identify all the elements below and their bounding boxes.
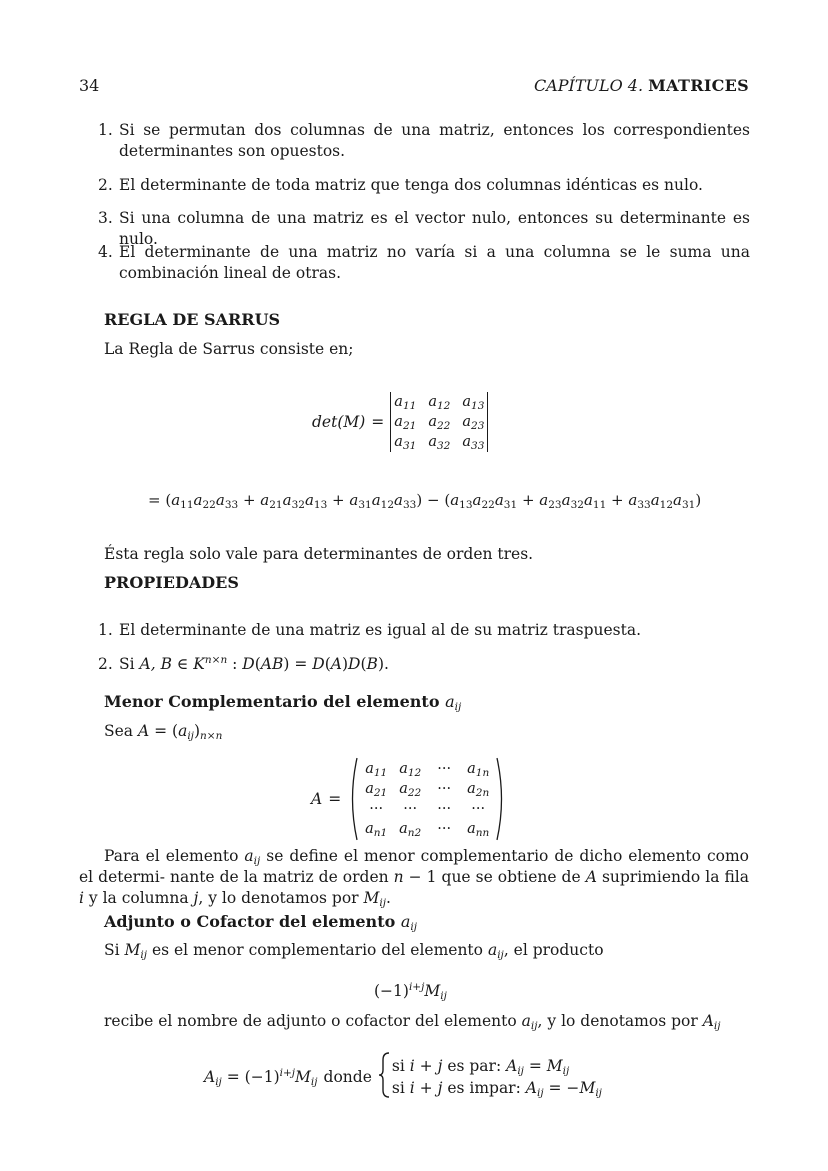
list-item [98, 175, 750, 196]
case-text: es par: [447, 1057, 502, 1075]
matrix-cell: $a_{22}$ [428, 414, 451, 432]
matrix-grid [363, 757, 491, 841]
case-text: si [391, 1079, 405, 1097]
list-text: El determinante de toda matriz que tenga dos columnas idénticas es nulo. [119, 176, 703, 194]
matrix-cell: $a_{32}$ [428, 434, 451, 452]
sea-line: Sea $A = (a_{ij})_{n\times n}$ [104, 722, 223, 742]
adjunto-heading-text: Adjunto o Cofactor del elemento [104, 912, 396, 931]
matrix-cell: $a_{12}$ [399, 761, 422, 779]
list-number: 4. [98, 243, 113, 261]
case-odd: si i + j es impar: $A_{ij} = -M_{ij}$ [391, 1079, 602, 1099]
equals-sign: = [371, 413, 385, 431]
para-text: , y lo denotamos por [537, 1012, 698, 1030]
matrix-cell: $a_{21}$ [394, 414, 417, 432]
adjunto-intro: Si $M_{ij}$ es el menor complementario del elemento $a_{ij}$, el producto [104, 941, 604, 961]
list-number: 3. [98, 209, 113, 227]
matrix-cell: ··· [471, 801, 486, 817]
para-text: que se obtiene de [441, 868, 581, 886]
matrix-cell: ··· [403, 801, 418, 817]
paren-matrix [347, 757, 507, 841]
matrix-cell: $a_{11}$ [394, 394, 417, 412]
para-text: lo denotamos por [221, 889, 359, 907]
case-text: es impar: [447, 1079, 521, 1097]
right-paren [495, 757, 507, 841]
list-text-prefix: Si [119, 655, 135, 673]
section-heading-menor: Menor Complementario del elemento $a_{ij}$ [104, 692, 462, 713]
para-text: , el producto [503, 941, 604, 959]
cofactor-product: $(-1)^{i+j}M_{ij}$ [374, 981, 447, 1002]
para-text: Si [104, 941, 120, 959]
recibe-line: recibe el nombre de adjunto o cofactor del elemento $a_{ij}$, y lo denotamos por $A_{ij}$ [104, 1012, 721, 1032]
case-even: si i + j es par: $A_{ij} = M_{ij}$ [391, 1057, 570, 1077]
matrix-cell: $a_{21}$ [365, 781, 388, 799]
matrix-cell: $a_{1n}$ [467, 761, 490, 779]
matrix-grid [394, 392, 484, 452]
chapter-prefix: CAPÍTULO 4. [533, 76, 644, 95]
para-text: Para el elemento [104, 847, 239, 865]
list-text: Si A, B ∈ $K^{n\times n}$ : D(AB) = D(A)D(B). [119, 654, 389, 673]
cases [392, 1055, 602, 1099]
menor-heading-text: Menor Complementario del elemento [104, 692, 440, 711]
matrix-cell: $a_{12}$ [428, 394, 451, 412]
matrix-cell: $a_{nn}$ [467, 821, 490, 839]
list-text: El determinante de una matriz no varía si a una columna se le suma una combinación lineal de otras. [119, 243, 750, 282]
list-item [98, 242, 750, 284]
para-text: suprimiendo la fila [601, 868, 750, 886]
matrix-cell: ··· [369, 801, 384, 817]
determinant-matrix [390, 392, 488, 452]
matrix-cell: $a_{n2}$ [399, 821, 422, 839]
matrix-cell: ··· [437, 821, 452, 837]
list-number: 2. [98, 655, 113, 673]
matrix-cell: $a_{23}$ [462, 414, 485, 432]
section-heading-sarrus: REGLA DE SARRUS [104, 310, 281, 329]
list-number: 2. [98, 176, 113, 194]
list-number: 1. [98, 121, 113, 139]
sarrus-intro: La Regla de Sarrus consiste en; [104, 340, 354, 358]
list-item [98, 654, 750, 675]
sarrus-expansion: = $(a_{11}a_{22}a_{33} + a_{21}a_{32}a_{13} + a_{31}a_{12}a_{33}) - (a_{13}a_{22}a_{31} + a_{23}a_{32}a_{11} + a_{33}a_{12}a_{31})$ [148, 491, 702, 511]
matrix-cell: $a_{33}$ [462, 434, 485, 452]
para-text: recibe el nombre de adjunto o cofactor del elemento [104, 1012, 517, 1030]
list-text: El determinante de una matriz es igual al de su matriz traspuesta. [119, 621, 642, 639]
list-item [98, 620, 750, 641]
matrix-cell: $a_{22}$ [399, 781, 422, 799]
matrix-cell: $a_{11}$ [365, 761, 388, 779]
matrix-cell: ··· [437, 801, 452, 817]
case-text: si [391, 1057, 405, 1075]
list-number: 1. [98, 621, 113, 639]
matrix-cell: ··· [437, 761, 452, 777]
page-number: 34 [79, 76, 100, 95]
det-label: det(M) [312, 413, 366, 431]
para-text: y [208, 889, 217, 907]
matrix-cell: $a_{n1}$ [365, 821, 388, 839]
section-heading-adjunto: Adjunto o Cofactor del elemento $a_{ij}$ [104, 912, 417, 933]
sarrus-note: Ésta regla solo vale para determinantes de orden tres. [104, 545, 534, 563]
general-matrix-equation: A = $a_{11}$ $a_{12}$ ··· $a_{1n}$ $a_{21}$ $a_{22}$ ··· $a_{2n}$ ··· ··· ··· ··· $a_{n1}$ $a_{n2}$ ··· $a_{nn}$ [311, 757, 507, 841]
para-text: y la columna [88, 889, 189, 907]
chapter-header [534, 76, 749, 95]
sea-word: Sea [104, 722, 134, 740]
para-text: nante de la matriz de orden [169, 868, 389, 886]
matrix-cell: $a_{2n}$ [467, 781, 490, 799]
menor-paragraph: Para el elemento $a_{ij}$ se define el menor complementario de dicho elemento como el determi- nante de la matriz de orden n − 1 que se obtiene de A suprimiendo la fila i y la columna j, y lo denotamos por $M_{ij}$. [79, 847, 750, 909]
donde-word: donde [323, 1068, 372, 1086]
determinant-equation [312, 392, 488, 452]
list-item [98, 120, 750, 162]
left-brace [378, 1052, 390, 1102]
para-text: es el menor complementario del elemento [151, 941, 483, 959]
matrix-cell: ··· [437, 781, 452, 797]
list-text: Si se permutan dos columnas de una matriz, entonces los correspondientes determinantes son opuestos. [119, 121, 750, 160]
list-text: Si una columna de una matriz es el vector nulo, entonces su determinante es nulo. [119, 209, 750, 248]
chapter-title: MATRICES [648, 76, 749, 95]
matrix-cell: $a_{13}$ [462, 394, 485, 412]
matrix-cell: $a_{31}$ [394, 434, 417, 452]
section-heading-propiedades: PROPIEDADES [104, 573, 239, 592]
cofactor-definition: $A_{ij} = (-1)^{i+j}M_{ij}$ donde si i + j es par: $A_{ij} = M_{ij}$ si i + j es impar: $A_{ij} = -M_{ij}$ [204, 1052, 602, 1102]
para-text: se define el menor complementario de dicho elemento como el determi- [79, 847, 749, 886]
left-paren [347, 757, 359, 841]
